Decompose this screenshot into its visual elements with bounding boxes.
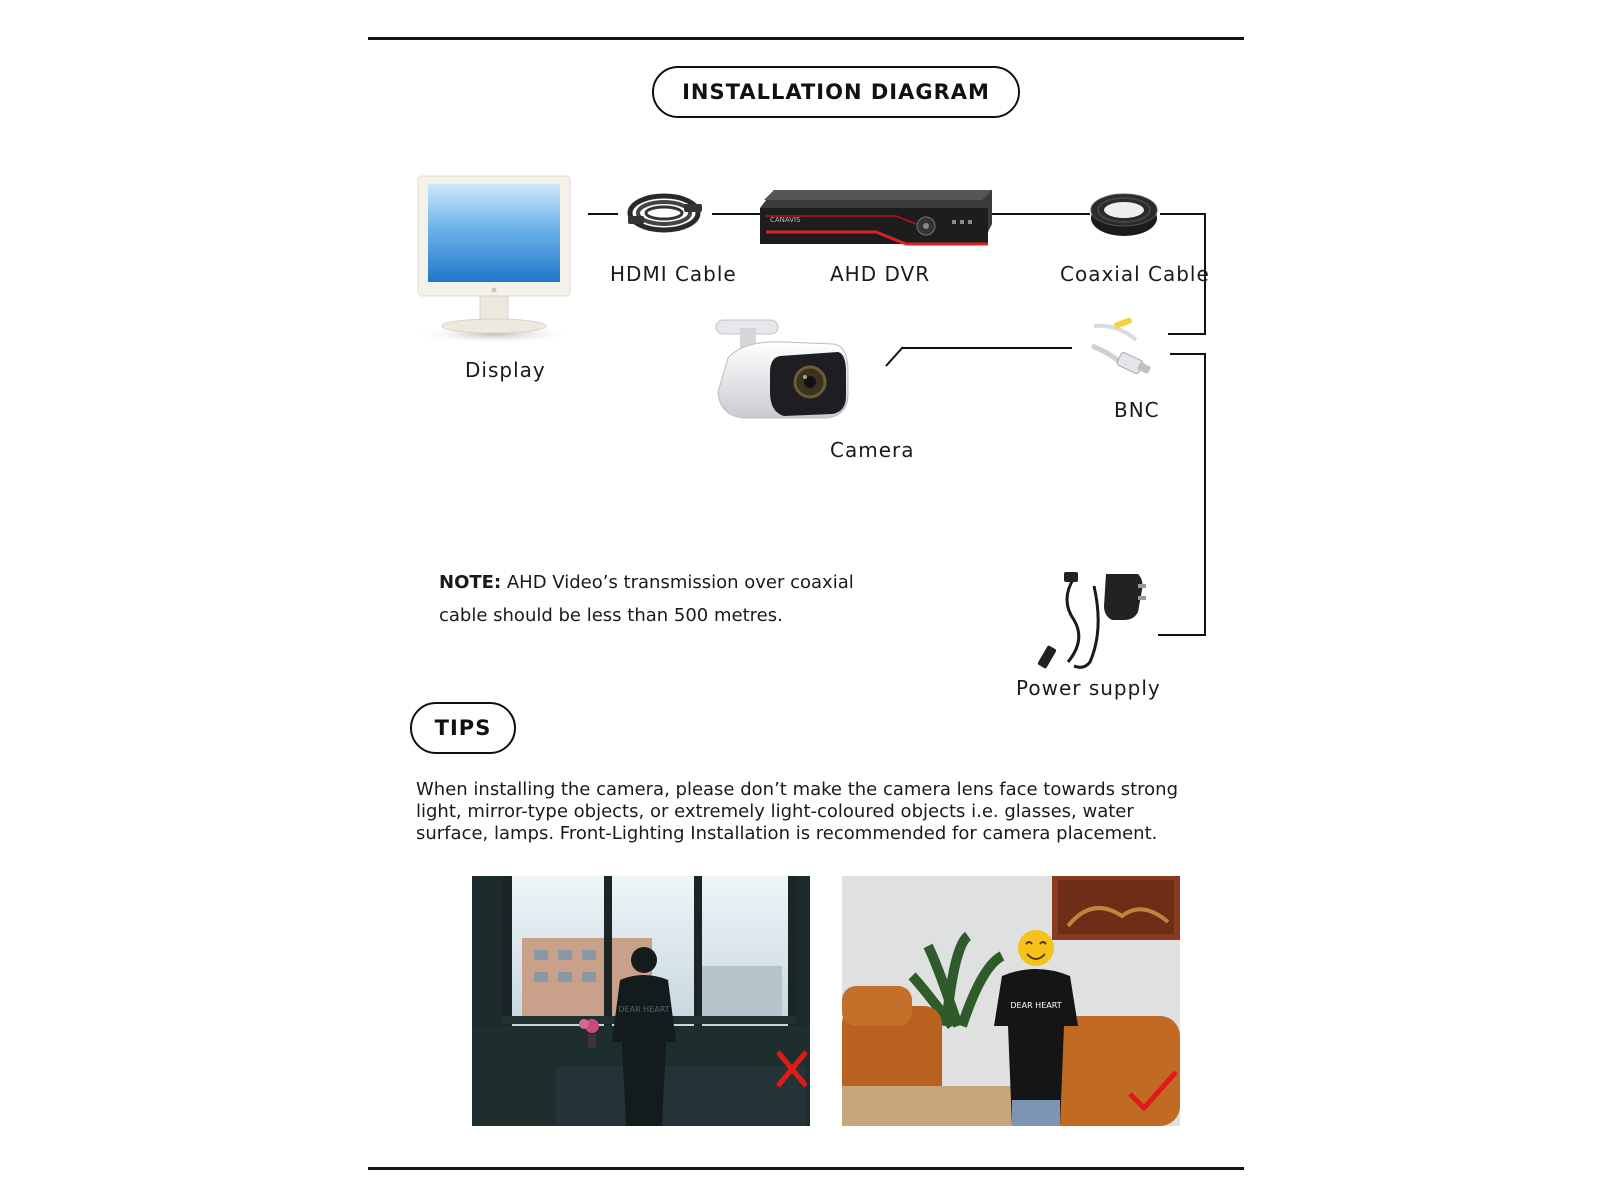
tips-title-text: TIPS: [434, 716, 492, 740]
label-ahd-dvr: AHD DVR: [830, 262, 931, 286]
note-line-2: cable should be less than 500 metres.: [439, 605, 783, 626]
label-power-supply: Power supply: [1016, 676, 1161, 700]
hdmi-cable-icon: [624, 186, 708, 242]
note-text: AHD Video’s transmission over coaxial: [501, 572, 854, 593]
photo-backlit-wrong: [472, 876, 810, 1126]
label-coaxial-cable: Coaxial Cable: [1060, 262, 1210, 286]
label-display: Display: [465, 358, 546, 382]
note: [439, 566, 959, 632]
label-bnc: BNC: [1114, 398, 1160, 422]
line-camera-diagonal: [884, 346, 904, 368]
coaxial-cable-icon: [1088, 188, 1160, 238]
photo-frontlit-right: [842, 876, 1180, 1126]
camera-icon: [714, 312, 854, 432]
line-power-bottom: [1158, 634, 1206, 636]
page-title: [652, 66, 1020, 118]
line-coax-right: [1160, 213, 1206, 215]
power-supply-icon: [1034, 570, 1144, 670]
bnc-connector-icon: [1088, 316, 1158, 382]
bottom-rule: [368, 1167, 1244, 1170]
dvr-icon: [756, 188, 996, 254]
svg-text:DEAR HEART: DEAR HEART: [618, 1005, 670, 1014]
label-camera: Camera: [830, 438, 915, 462]
line-dvr-coax: [990, 213, 1090, 215]
note-line-1: [439, 566, 959, 599]
line-camera-bnc: [902, 347, 1072, 349]
tips-title: [410, 702, 516, 754]
tips-text: When installing the camera, please don’t make the camera lens face towards strong light, mirror-type objects, or extremely light-coloured objects i.e. glasses, water surface, lamps. Front-Lighting Installation is recommended for camera placement.: [416, 779, 1179, 844]
page-title-text: INSTALLATION DIAGRAM: [682, 80, 990, 104]
line-bnc-power-vertical: [1204, 353, 1206, 636]
shirt-text: DEAR HEART: [1010, 1001, 1062, 1010]
line-bnc-power-top: [1170, 353, 1206, 355]
svg-text:CANAVIS: CANAVIS: [770, 216, 801, 224]
note-bold: NOTE:: [439, 572, 502, 593]
line-hdmi-dvr: [712, 213, 760, 215]
monitor-icon: [418, 176, 588, 346]
line-coax-bnc: [1168, 333, 1206, 335]
label-hdmi-cable: HDMI Cable: [610, 262, 737, 286]
line-display-hdmi: [588, 213, 618, 215]
top-rule: [368, 37, 1244, 40]
